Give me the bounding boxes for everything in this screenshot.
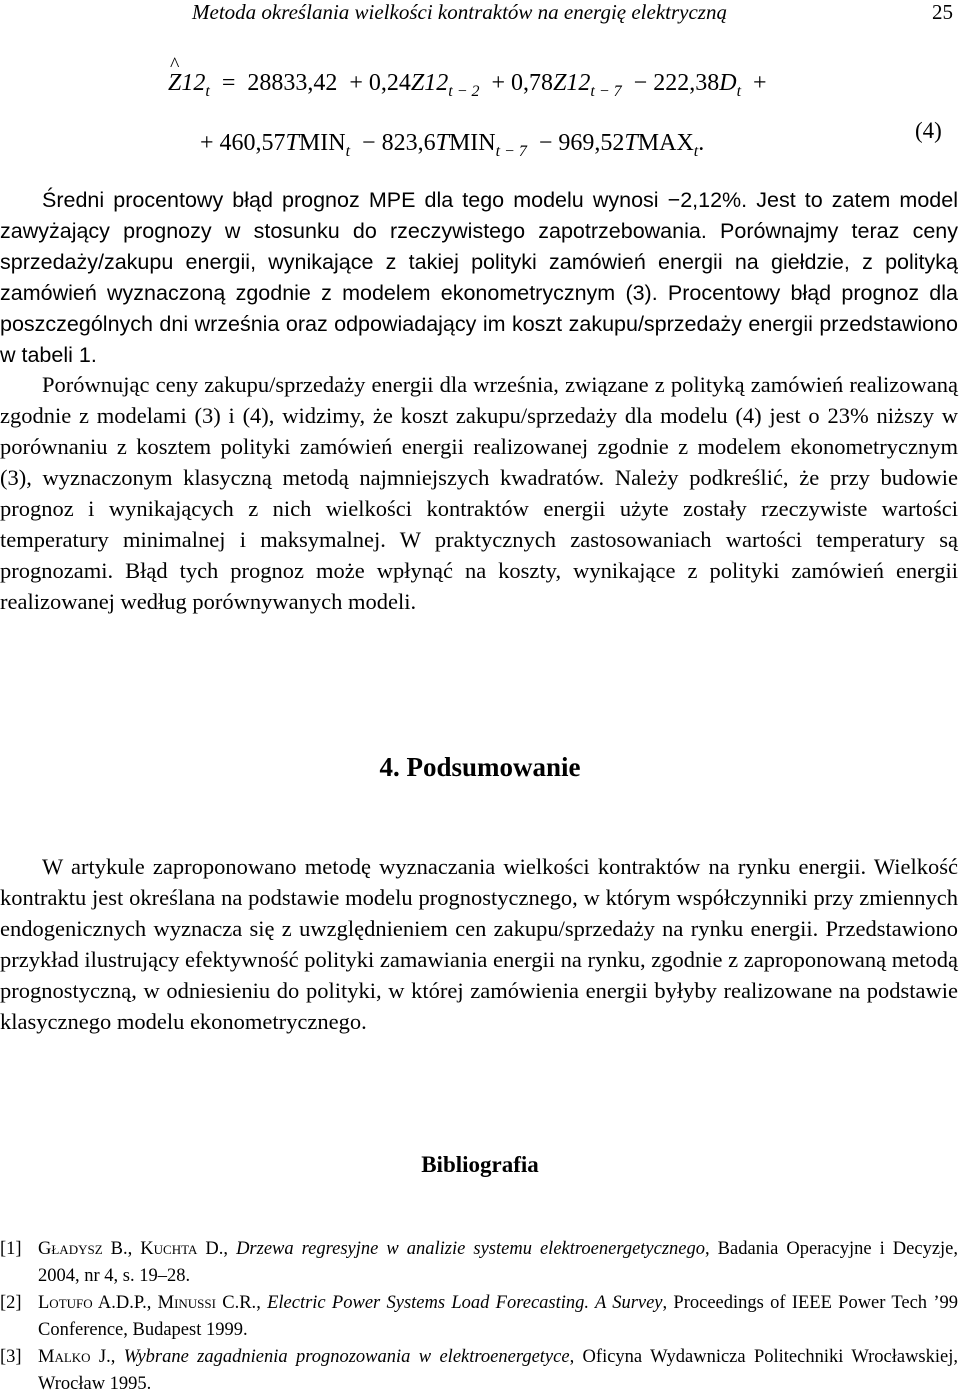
reference-separator: ,: [223, 1239, 237, 1259]
equation-term-var: T: [624, 130, 638, 156]
reference-details: , Oficyna Wydawnicza Politechniki Wrocławskiej, Wrocław 1995.: [38, 1347, 959, 1394]
reference-number: [1]: [0, 1239, 22, 1259]
equation-term-subscript: t − 7: [495, 143, 527, 160]
bibliography-list: [0, 1236, 958, 1398]
paragraph-summary: W artykule zaproponowano metodę wyznaczania wielkości kontraktów na rynku energii. Wielkość kontraktu jest określana na podstawie modelu prognostycznego, w którym współczynniki przy zmiennych endogenicznych wyznacza się z uwzględnieniem cen zakupu/sprzedaży na rynku energii. Przedstawiono przykład ilustrujący efektywność polityki zamawiania energii na rynku, zgodnie z zaproponowaną metodą prognostyczną, w odniesieniu do polityki, w której zamówienia energii byłyby realizowane na podstawie klasycznego modelu ekonometrycznego.: [0, 854, 959, 1034]
equation-term-coef: + 0,24: [349, 70, 411, 96]
equation-continuation: +: [753, 70, 767, 96]
equation-line-1: [168, 70, 767, 101]
equation-term-coef: − 823,6: [362, 130, 436, 156]
equation-equals: =: [221, 70, 236, 96]
equation-line-2: [200, 130, 704, 161]
reference-item: [0, 1344, 958, 1397]
equation-lhs: ^ Z12: [168, 70, 205, 97]
bibliography-heading: Bibliografia: [421, 1152, 539, 1177]
equation-term-var: T: [435, 130, 449, 156]
page-number: 25: [932, 0, 953, 24]
reference-authors: Malko J.: [38, 1347, 111, 1367]
equation-term-func: MAX: [637, 130, 694, 156]
reference-separator: ,: [110, 1347, 124, 1367]
equation-term-coef: + 0,78: [491, 70, 554, 96]
reference-number: [3]: [0, 1347, 22, 1367]
reference-title: Wybrane zagadnienia prognozowania w elektroenergetyce: [123, 1347, 570, 1367]
equation-term-coef: − 222,38: [633, 70, 720, 96]
reference-separator: ,: [256, 1293, 268, 1313]
reference-title: Electric Power Systems Load Forecasting. A Survey: [267, 1293, 663, 1313]
running-head: [0, 0, 960, 30]
equation-term-coef: + 460,57: [200, 130, 286, 156]
reference-details: , Proceedings of IEEE Power Tech ’99 Conference, Budapest 1999.: [38, 1293, 958, 1340]
reference-item: [0, 1290, 958, 1343]
reference-number: [2]: [0, 1293, 22, 1313]
equation-term-subscript: t: [693, 143, 699, 160]
paragraph-mpe-comparison: Średni procentowy błąd prognoz MPE dla tego modelu wynosi −2,12%. Jest to zatem model zawyżający prognozy w stosunku do rzeczywistego zapotrzebowania. Porównajmy teraz ceny sprzedaży/zakupu energii, wynikające z takiej polityki zamówień energii na giełdzie, z polityką zamówień wyznaczoną zgodnie z modelem ekonometrycznym (3). Procentowy błąd prognoz dla poszczególnych dni września oraz odpowiadający im koszt zakupu/sprzedaży energii przedstawiono w tabeli 1.: [0, 188, 958, 367]
reference-authors: Lotufo A.D.P., Minussi C.R.: [38, 1293, 257, 1313]
equation-term-subscript: t: [736, 83, 742, 100]
reference-details: , Badania Operacyjne i Decyzje, 2004, nr 4, s. 19–28.: [38, 1239, 959, 1286]
reference-authors: Gładysz B., Kuchta D.: [38, 1239, 224, 1259]
equation-number: (4): [915, 118, 942, 143]
equation-term-coef: − 969,52: [538, 130, 625, 156]
reference-title: Drzewa regresyjne w analizie systemu elektroenergetycznego: [236, 1239, 706, 1259]
section-heading: 4. Podsumowanie: [379, 752, 581, 782]
equation-term-subscript: t − 7: [590, 83, 622, 100]
equation-end: .: [698, 130, 705, 156]
equation-term-var: Z12: [410, 70, 449, 96]
equation-4: [0, 60, 960, 180]
equation-term-func: MIN: [448, 130, 496, 156]
equation-term-var: T: [285, 130, 299, 156]
equation-term-subscript: t: [345, 143, 351, 160]
running-title: Metoda określania wielkości kontraktów na energię elektryczną: [192, 0, 727, 24]
equation-constant: 28833,42: [247, 70, 338, 96]
equation-term-subscript: t − 2: [448, 83, 480, 100]
equation-lhs-subscript: t: [205, 83, 210, 100]
paragraph-cost-comparison: Porównując ceny zakupu/sprzedaży energii dla września, związane z polityką zamówień realizowaną zgodnie z modelami (3) i (4), widzimy, że koszt zakupu/sprzedaży dla modelu (4) jest o 23% niższy w porównaniu z kosztem polityki zamówień energii realizowanej zgodnie z modelem ekonometrycznym (3), wyznaczonym klasyczną metodą najmniejszych kwadratów. Należy podkreślić, że przy budowie prognoz i wynikających z nich wielkości kontraktów energii użyte zostały rzeczywiste wartości temperatury minimalnej i maksymalnej. W praktycznych zastosowaniach wartości temperatury są prognozami. Błąd tych prognoz może wpłynąć na koszty, wynikające z polityki zamówień energii realizowanej według porównywanych modeli.: [0, 372, 958, 614]
reference-item: [0, 1236, 958, 1289]
equation-term-func: MIN: [298, 130, 346, 156]
equation-term-var: Z12: [553, 70, 591, 96]
equation-term-var: D: [719, 70, 737, 96]
